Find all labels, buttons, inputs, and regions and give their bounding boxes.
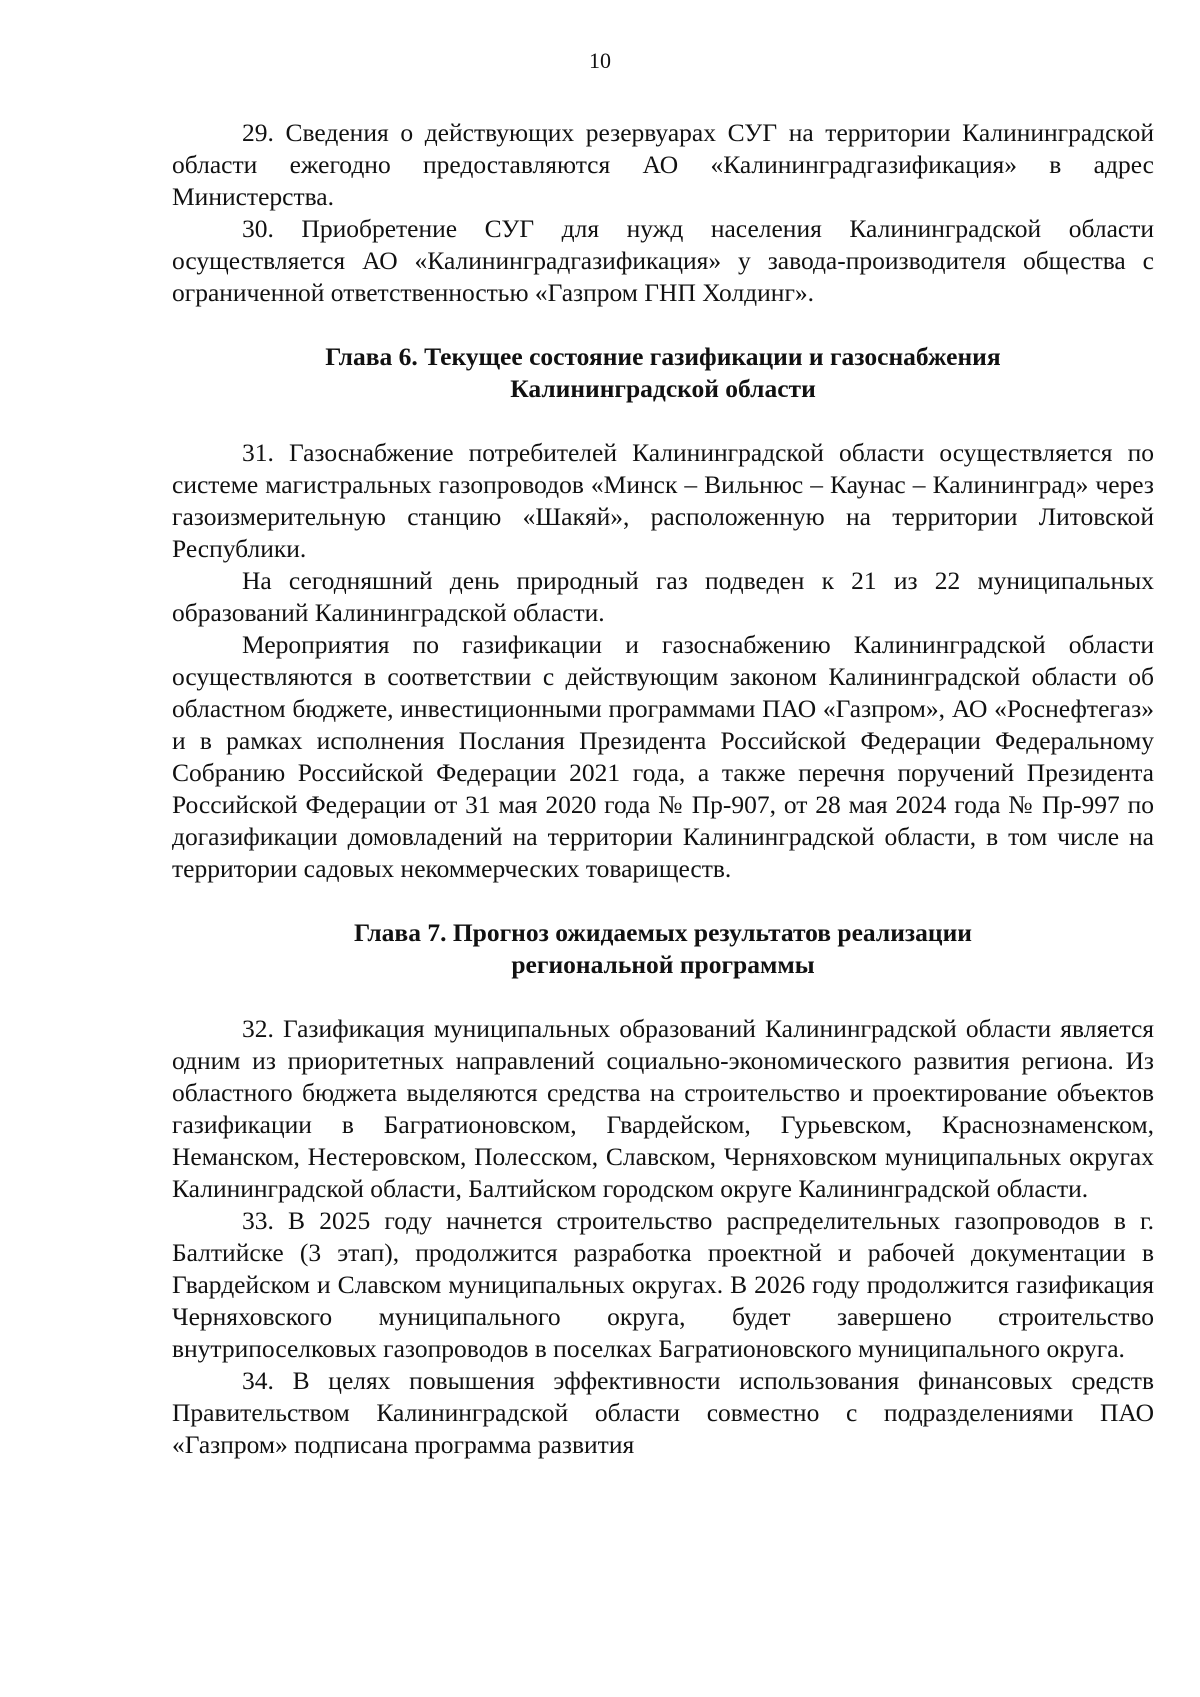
paragraph-32: 32. Газификация муниципальных образований Калининградской области является одним из приоритетных направлений социально-экономического развития региона. Из областного бюджета выделяются средства на строительство и проектирование объектов газификации в Багратионовском, Гвардейском, Гурьевском, Краснознаменском, Неманском, Нестеровском, Полесском, Славском, Черняховском муниципальных округах Калининградской области, Балтийском городском округе Калининградской области. — [172, 1014, 1154, 1203]
chapter-7-title-line-1: Глава 7. Прогноз ожидаемых результатов реализации — [354, 918, 972, 947]
paragraph-29: 29. Сведения о действующих резервуарах СУГ на территории Калининградской области ежегодно предоставляются АО «Калининградгазификация» в адрес Министерства. — [172, 118, 1154, 211]
paragraph-31: 31. Газоснабжение потребителей Калининградской области осуществляется по системе магистральных газопроводов «Минск – Вильнюс – Каунас – Калининград» через газоизмерительную станцию «Шакяй», расположенную на территории Литовской Республики. — [172, 438, 1154, 563]
document-body — [172, 117, 1154, 1461]
page-number: 10 — [589, 48, 611, 73]
chapter-7-heading — [172, 917, 1154, 981]
paragraph-gas-supply-status: На сегодняшний день природный газ подведен к 21 из 22 муниципальных образований Калининградской области. — [172, 566, 1154, 627]
chapter-7-title-line-2: региональной программы — [511, 950, 815, 979]
paragraph-30: 30. Приобретение СУГ для нужд населения Калининградской области осуществляется АО «Калининградгазификация» у завода-производителя общества с ограниченной ответственностью «Газпром ГНП Холдинг». — [172, 214, 1154, 307]
paragraph-33: 33. В 2025 году начнется строительство распределительных газопроводов в г. Балтийске (3 этап), продолжится разработка проектной и рабочей документации в Гвардейском и Славском муниципальных округах. В 2026 году продолжится газификация Черняховского муниципального округа, будет завершено строительство внутрипоселковых газопроводов в поселках Багратионовского муниципального округа. — [172, 1206, 1154, 1363]
chapter-6-title-line-2: Калининградской области — [510, 374, 816, 403]
paragraph-34: 34. В целях повышения эффективности использования финансовых средств Правительством Калининградской области совместно с подразделениями ПАО «Газпром» подписана программа развития — [172, 1366, 1154, 1459]
chapter-6-title-line-1: Глава 6. Текущее состояние газификации и газоснабжения — [325, 342, 1001, 371]
paragraph-gasification-measures: Мероприятия по газификации и газоснабжению Калининградской области осуществляются в соответствии с действующим законом Калининградской области об областном бюджете, инвестиционными программами ПАО «Газпром», АО «Роснефтегаз» и в рамках исполнения Послания Президента Российской Федерации Федеральному Собранию Российской Федерации 2021 года, а также перечня поручений Президента Российской Федерации от 31 мая 2020 года № Пр-907, от 28 мая 2024 года № Пр-997 по догазификации домовладений на территории Калининградской области, в том числе на территории садовых некоммерческих товариществ. — [172, 630, 1154, 883]
chapter-6-heading — [172, 341, 1154, 405]
